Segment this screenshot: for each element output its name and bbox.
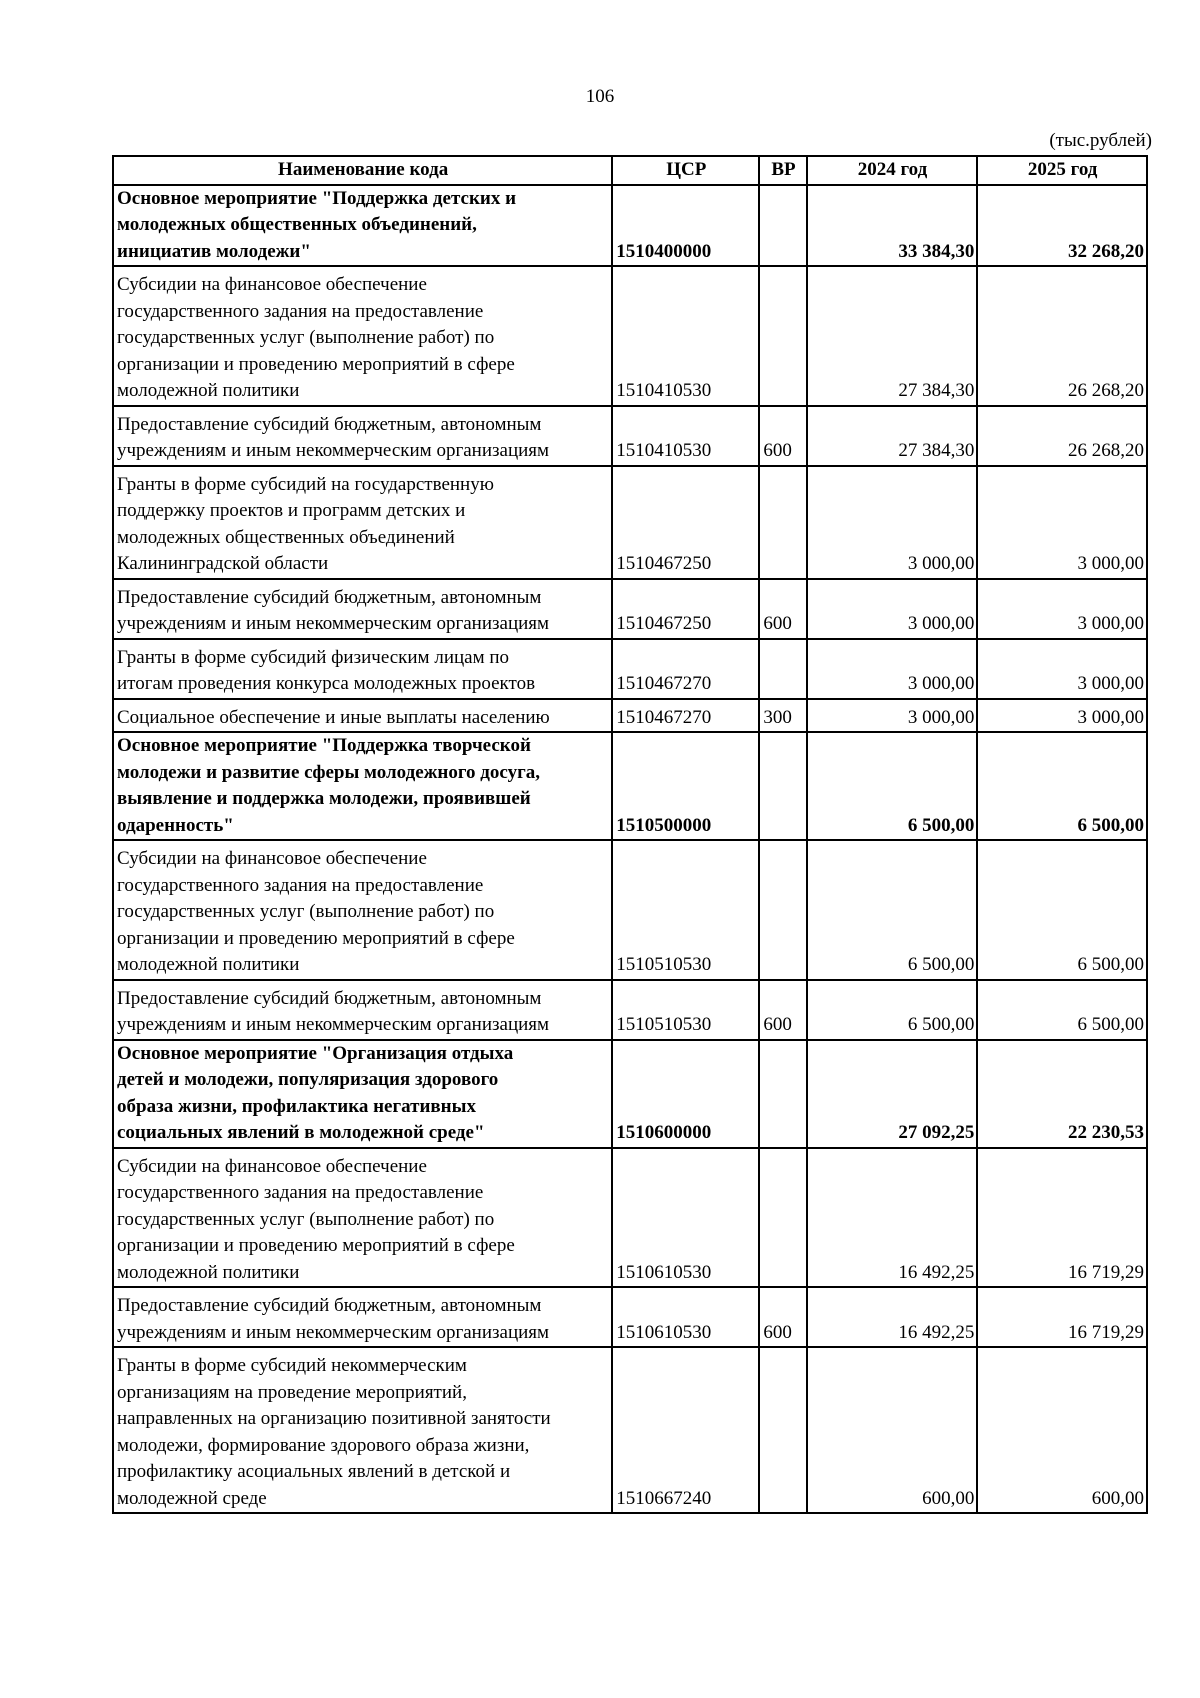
row-2024: 6 500,00 [807, 980, 978, 1040]
row-name [113, 266, 612, 406]
row-name-line: детей и молодежи, популяризация здорового [117, 1069, 499, 1090]
header-name: Наименование кода [113, 156, 612, 185]
row-name-line: Гранты в форме субсидий на государственную [117, 473, 494, 495]
table-row [113, 980, 1147, 1040]
row-name-line: государственного задания на предоставление [117, 874, 484, 896]
row-2024: 27 384,30 [807, 266, 978, 406]
row-name-line: организациям на проведение мероприятий, [117, 1381, 467, 1403]
row-csr: 1510400000 [612, 185, 759, 267]
row-name [113, 185, 612, 267]
row-2025: 16 719,29 [977, 1287, 1147, 1347]
row-name-line: молодежной политики [117, 954, 300, 975]
row-name-line: государственных услуг (выполнение работ) по [117, 901, 495, 922]
row-vr [759, 639, 806, 699]
table-row [113, 266, 1147, 406]
row-vr [759, 1347, 806, 1513]
table-row [113, 1287, 1147, 1347]
row-vr: 600 [759, 1287, 806, 1347]
row-name-line: Социальное обеспечение и иные выплаты населению [117, 706, 550, 728]
row-vr [759, 1040, 806, 1148]
row-csr: 1510610530 [612, 1148, 759, 1288]
row-name-line: учреждениям и иным некоммерческим организациям [117, 1321, 550, 1343]
row-name-line: одаренность" [117, 814, 234, 836]
row-2025: 16 719,29 [977, 1148, 1147, 1288]
row-csr: 1510467250 [612, 466, 759, 579]
row-name-line: Калининградской области [117, 553, 329, 574]
row-2024: 27 384,30 [807, 406, 978, 466]
row-name-line: молодежной политики [117, 380, 300, 401]
row-2025: 22 230,53 [977, 1040, 1147, 1148]
row-name [113, 466, 612, 579]
row-name [113, 639, 612, 699]
row-name-line: молодежи и развитие сферы молодежного досуга, [117, 761, 540, 783]
row-name-line: Основное мероприятие "Организация отдыха [117, 1042, 514, 1064]
row-2024: 6 500,00 [807, 840, 978, 980]
row-2025: 3 000,00 [977, 699, 1147, 733]
row-2025: 26 268,20 [977, 406, 1147, 466]
page-number: 106 [585, 86, 615, 107]
table-row [113, 732, 1147, 840]
table-row [113, 639, 1147, 699]
row-2025: 32 268,20 [977, 185, 1147, 267]
row-name-line: учреждениям и иным некоммерческим организациям [117, 440, 550, 461]
row-2025: 600,00 [977, 1347, 1147, 1513]
table-row [113, 466, 1147, 579]
row-2025: 6 500,00 [977, 980, 1147, 1040]
header-csr: ЦСР [612, 156, 759, 185]
row-csr: 1510510530 [612, 840, 759, 980]
row-csr: 1510600000 [612, 1040, 759, 1148]
row-vr [759, 466, 806, 579]
row-name-line: молодежных общественных объединений [117, 526, 455, 548]
row-name-line: молодежных общественных объединений, [117, 214, 477, 235]
row-name-line: профилактику асоциальных явлений в детской и [117, 1461, 511, 1482]
row-name-line: Предоставление субсидий бюджетным, автономным [117, 1295, 542, 1316]
table-row [113, 185, 1147, 267]
row-csr: 1510467270 [612, 699, 759, 733]
row-vr [759, 840, 806, 980]
row-name-line: организации и проведению мероприятий в сфере [117, 927, 515, 949]
row-vr [759, 185, 806, 267]
row-2025: 3 000,00 [977, 639, 1147, 699]
row-vr: 600 [759, 406, 806, 466]
row-csr: 1510410530 [612, 266, 759, 406]
row-2024: 16 492,25 [807, 1287, 978, 1347]
table-row [113, 1040, 1147, 1148]
row-name-line: организации и проведению мероприятий в сфере [117, 353, 515, 375]
row-name [113, 980, 612, 1040]
row-2025: 6 500,00 [977, 840, 1147, 980]
row-name [113, 1148, 612, 1288]
row-2024: 3 000,00 [807, 699, 978, 733]
row-name-line: Предоставление субсидий бюджетным, автономным [117, 586, 542, 608]
row-name [113, 699, 612, 733]
row-vr [759, 732, 806, 840]
row-name-line: Гранты в форме субсидий некоммерческим [117, 1355, 467, 1376]
row-csr: 1510610530 [612, 1287, 759, 1347]
row-2025: 3 000,00 [977, 466, 1147, 579]
row-csr: 1510410530 [612, 406, 759, 466]
row-name-line: учреждениям и иным некоммерческим организациям [117, 613, 550, 634]
row-2025: 3 000,00 [977, 579, 1147, 639]
budget-table [112, 155, 1148, 1514]
row-name [113, 1347, 612, 1513]
row-name-line: молодежной политики [117, 1261, 300, 1283]
row-csr: 1510510530 [612, 980, 759, 1040]
row-vr [759, 1148, 806, 1288]
table-body [113, 185, 1147, 1514]
row-name-line: Предоставление субсидий бюджетным, автономным [117, 987, 542, 1009]
row-name-line: молодежной среде [117, 1487, 267, 1509]
row-name-line: итогам проведения конкурса молодежных проектов [117, 673, 536, 694]
row-name [113, 406, 612, 466]
row-2025: 26 268,20 [977, 266, 1147, 406]
row-name [113, 840, 612, 980]
row-name-line: инициатив молодежи" [117, 240, 311, 262]
table-header-row [113, 156, 1147, 185]
row-name-line: государственного задания на предоставление [117, 300, 484, 322]
row-2024: 3 000,00 [807, 466, 978, 579]
row-2025: 6 500,00 [977, 732, 1147, 840]
row-2024: 600,00 [807, 1347, 978, 1513]
row-2024: 27 092,25 [807, 1040, 978, 1148]
row-name-line: Предоставление субсидий бюджетным, автономным [117, 413, 542, 435]
row-vr: 600 [759, 980, 806, 1040]
row-name-line: молодежи, формирование здорового образа жизни, [117, 1434, 530, 1456]
row-2024: 3 000,00 [807, 639, 978, 699]
row-name [113, 1287, 612, 1347]
row-csr: 1510500000 [612, 732, 759, 840]
row-name-line: Субсидии на финансовое обеспечение [117, 274, 427, 295]
row-name-line: Основное мероприятие "Поддержка творческой [117, 735, 531, 756]
row-name-line: выявление и поддержка молодежи, проявившей [117, 788, 531, 809]
units-label: (тыс.рублей) [1049, 130, 1152, 151]
row-name [113, 732, 612, 840]
table-row [113, 1148, 1147, 1288]
row-name-line: государственного задания на предоставление [117, 1182, 484, 1203]
header-2024: 2024 год [807, 156, 978, 185]
table-row [113, 699, 1147, 733]
row-name-line: государственных услуг (выполнение работ) по [117, 327, 495, 348]
row-2024: 3 000,00 [807, 579, 978, 639]
row-name-line: организации и проведению мероприятий в сфере [117, 1235, 515, 1256]
table-row [113, 406, 1147, 466]
row-name-line: направленных на организацию позитивной занятости [117, 1408, 551, 1429]
row-2024: 33 384,30 [807, 185, 978, 267]
row-csr: 1510467270 [612, 639, 759, 699]
row-csr: 1510467250 [612, 579, 759, 639]
row-csr: 1510667240 [612, 1347, 759, 1513]
table-row [113, 579, 1147, 639]
row-vr [759, 266, 806, 406]
row-name-line: Субсидии на финансовое обеспечение [117, 1155, 427, 1177]
row-name-line: Основное мероприятие "Поддержка детских и [117, 187, 517, 209]
row-2024: 16 492,25 [807, 1148, 978, 1288]
row-name-line: социальных явлений в молодежной среде" [117, 1122, 485, 1143]
row-name-line: Гранты в форме субсидий физическим лицам по [117, 646, 510, 668]
row-name-line: образа жизни, профилактика негативных [117, 1095, 476, 1117]
row-name-line: поддержку проектов и программ детских и [117, 500, 466, 521]
row-name-line: учреждениям и иным некоммерческим организациям [117, 1014, 550, 1035]
header-vr: ВР [759, 156, 806, 185]
row-2024: 6 500,00 [807, 732, 978, 840]
row-name-line: государственных услуг (выполнение работ) по [117, 1208, 495, 1230]
row-name-line: Субсидии на финансовое обеспечение [117, 848, 427, 869]
row-name [113, 1040, 612, 1148]
table-row [113, 1347, 1147, 1513]
table-row [113, 840, 1147, 980]
row-vr: 300 [759, 699, 806, 733]
row-name [113, 579, 612, 639]
row-vr: 600 [759, 579, 806, 639]
header-2025: 2025 год [977, 156, 1147, 185]
